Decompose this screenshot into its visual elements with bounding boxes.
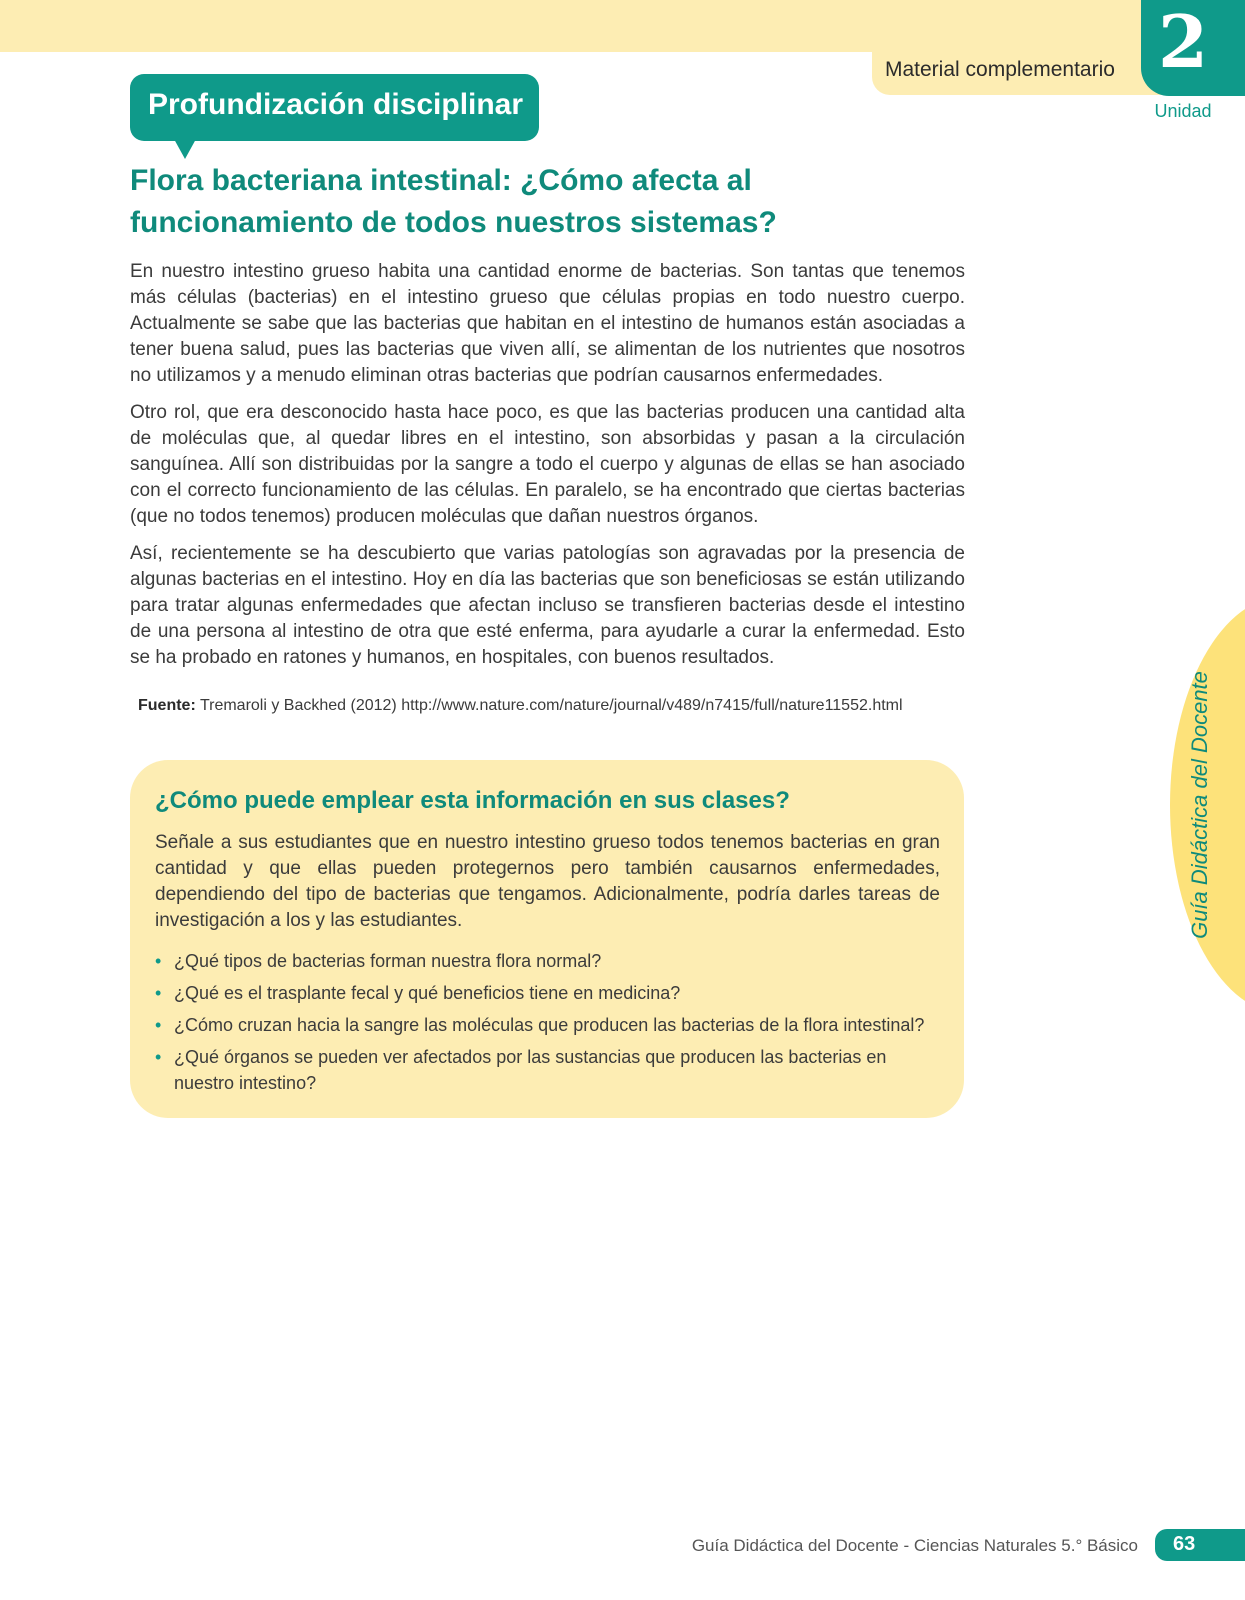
bullet-icon: • xyxy=(155,1047,162,1067)
article-body xyxy=(130,259,965,682)
question-text: ¿Qué órganos se pueden ver afectados por las sustancias que producen las bacterias en nuestro intestino? xyxy=(174,1047,887,1093)
tip-title: ¿Cómo puede emplear esta información en sus clases? xyxy=(155,787,790,814)
bullet-icon: • xyxy=(155,951,162,971)
question-text: ¿Cómo cruzan hacia la sangre las moléculas que producen las bacterias de la flora intestinal? xyxy=(174,1015,925,1035)
unit-label: Unidad xyxy=(1154,101,1212,121)
list-item xyxy=(155,1044,940,1096)
article-paragraph: Otro rol, que era desconocido hasta hace poco, es que las bacterias producen una cantidad alta de moléculas que, al quedar libres en el intestino, son absorbidas y pasan a la circulación sanguínea. Allí son distribuidas por la sangre a todo el cuerpo y algunas de ellas se han asociado con el correcto funcionamiento de las células. En paralelo, se ha encontrado que ciertas bacterias (que no todos tenemos) producen moléculas que dañan nuestros órganos. xyxy=(130,402,965,527)
article-title: Flora bacteriana intestinal: ¿Cómo afecta al funcionamiento de todos nuestros sistemas? xyxy=(130,164,777,239)
question-text: ¿Qué es el trasplante fecal y qué beneficios tiene en medicina? xyxy=(174,983,681,1003)
page-number: 63 xyxy=(1155,1529,1245,1561)
side-tab-label: Guía Didáctica del Docente xyxy=(1187,671,1212,939)
section-badge: Profundización disciplinar xyxy=(130,74,539,141)
source-citation xyxy=(138,697,968,715)
list-item xyxy=(155,980,940,1006)
tip-intro: Señale a sus estudiantes que en nuestro intestino grueso todos tenemos bacterias en gran cantidad y que ellas pueden protegernos pero también causarnos enfermedades, dependiendo del tipo de bacterias que tengamos. Adicionalmente, podría darles tareas de investigación a los y las estudiantes. xyxy=(155,832,940,931)
source-text: Tremaroli y Backhed (2012) http://www.nature.com/nature/journal/v489/n7415/full/nature11552.html xyxy=(199,697,903,714)
material-label: Material complementario xyxy=(885,58,1115,81)
bullet-icon: • xyxy=(155,1015,162,1035)
footer-text: Guía Didáctica del Docente - Ciencias Naturales 5.° Básico xyxy=(691,1536,1138,1555)
header-band xyxy=(0,0,1245,52)
bullet-icon: • xyxy=(155,983,162,1003)
article-paragraph: Así, recientemente se ha descubierto que varias patologías son agravadas por la presencia de algunas bacterias en el intestino. Hoy en día las bacterias que son beneficiosas se están utilizando para tratar algunas enfermedades que afectan incluso se transfieren bacterias desde el intestino de una persona al intestino de otra que esté enferma, para ayudarle a curar la enfermedad. Esto se ha probado en ratones y humanos, en hospitales, con buenos resultados. xyxy=(130,543,965,668)
question-text: ¿Qué tipos de bacterias forman nuestra flora normal? xyxy=(174,951,602,971)
source-label: Fuente: xyxy=(138,697,196,714)
list-item xyxy=(155,1012,940,1038)
list-item xyxy=(155,948,940,974)
section-badge-tail xyxy=(174,139,196,159)
classroom-tip-box xyxy=(130,760,964,1118)
unit-number: 2 xyxy=(1157,0,1209,84)
question-list xyxy=(155,948,940,1096)
article-paragraph: En nuestro intestino grueso habita una cantidad enorme de bacterias. Son tantas que tenemos más células (bacterias) en el intestino grueso que células propias en todo nuestro cuerpo. Actualmente se sabe que las bacterias que habitan en el intestino de humanos están asociadas a tener buena salud, pues las bacterias que viven allí, se alimentan de los nutrientes que nosotros no utilizamos y a menudo eliminan otras bacterias que podrían causarnos enfermedades. xyxy=(130,261,965,386)
